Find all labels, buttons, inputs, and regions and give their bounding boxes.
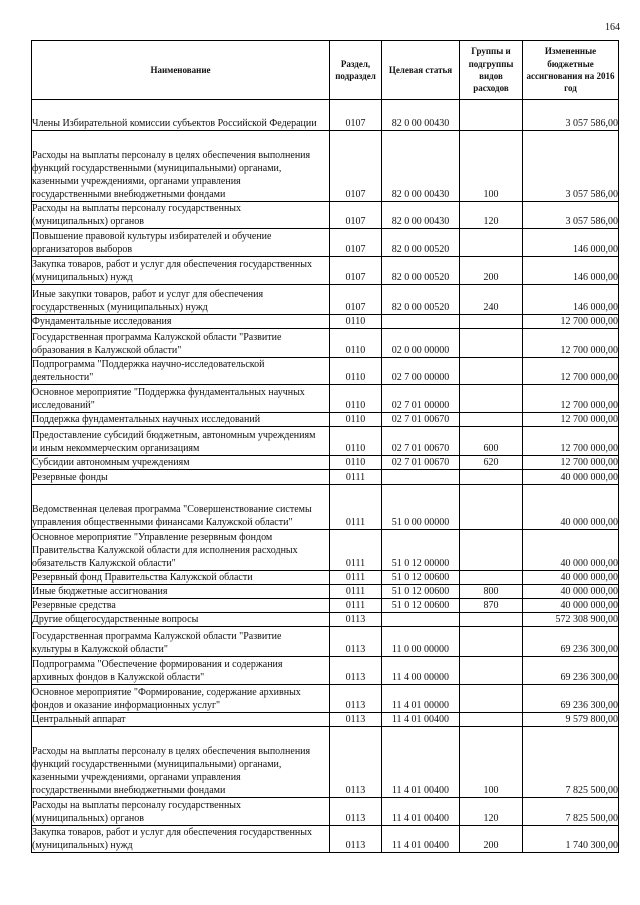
- row-name: Повышение правовой культуры избирателей и обучение организаторов выборов: [32, 229, 330, 257]
- row-amount: 40 000 000,00: [523, 470, 619, 485]
- row-expense-group: [460, 485, 523, 530]
- row-name: Поддержка фундаментальных научных исследований: [32, 413, 330, 427]
- row-section: 0113: [330, 713, 382, 727]
- row-name: Закупка товаров, работ и услуг для обеспечения государственных (муниципальных) нужд: [32, 826, 330, 853]
- row-amount: 1 740 300,00: [523, 826, 619, 853]
- row-name: Основное мероприятие "Формирование, содержание архивных фондов и оказание информационных услуг": [32, 685, 330, 713]
- row-section: 0107: [330, 100, 382, 131]
- row-amount: 12 700 000,00: [523, 385, 619, 413]
- row-amount: 7 825 500,00: [523, 727, 619, 798]
- row-expense-group: [460, 530, 523, 571]
- page-number: 164: [605, 22, 620, 33]
- row-name: Резервные фонды: [32, 470, 330, 485]
- row-amount: 3 057 586,00: [523, 131, 619, 202]
- row-section: 0113: [330, 685, 382, 713]
- row-section: 0111: [330, 571, 382, 585]
- row-target-article: 51 0 00 00000: [382, 485, 460, 530]
- table-row: [32, 229, 619, 257]
- row-amount: 12 700 000,00: [523, 427, 619, 456]
- row-target-article: 02 7 00 00000: [382, 358, 460, 385]
- row-target-article: [382, 470, 460, 485]
- row-target-article: [382, 315, 460, 329]
- table-row: [32, 315, 619, 329]
- table-row: [32, 456, 619, 470]
- row-target-article: 82 0 00 00430: [382, 131, 460, 202]
- table-row: [32, 571, 619, 585]
- row-section: 0111: [330, 470, 382, 485]
- row-name: Субсидии автономным учреждениям: [32, 456, 330, 470]
- row-target-article: 02 7 01 00670: [382, 456, 460, 470]
- row-target-article: 11 4 01 00400: [382, 798, 460, 826]
- row-target-article: 82 0 00 00520: [382, 285, 460, 315]
- row-amount: 40 000 000,00: [523, 571, 619, 585]
- row-expense-group: [460, 329, 523, 358]
- row-target-article: [382, 613, 460, 627]
- row-name: Предоставление субсидий бюджетным, автономным учреждениям и иным некоммерческим организациям: [32, 427, 330, 456]
- table-row: [32, 385, 619, 413]
- table-row: [32, 358, 619, 385]
- row-name: Фундаментальные исследования: [32, 315, 330, 329]
- table-row: [32, 413, 619, 427]
- row-expense-group: [460, 713, 523, 727]
- row-name: Ведомственная целевая программа "Совершенствование системы управления общественными финансами Калужской области": [32, 485, 330, 530]
- table-row: [32, 627, 619, 657]
- row-expense-group: 100: [460, 131, 523, 202]
- row-expense-group: [460, 100, 523, 131]
- row-amount: 12 700 000,00: [523, 358, 619, 385]
- row-expense-group: [460, 413, 523, 427]
- row-section: 0110: [330, 456, 382, 470]
- row-target-article: 82 0 00 00520: [382, 229, 460, 257]
- row-target-article: 82 0 00 00430: [382, 202, 460, 229]
- table-row: [32, 713, 619, 727]
- table-row: [32, 285, 619, 315]
- row-target-article: 82 0 00 00520: [382, 257, 460, 285]
- row-amount: 3 057 586,00: [523, 100, 619, 131]
- row-amount: 7 825 500,00: [523, 798, 619, 826]
- row-target-article: 11 4 01 00000: [382, 685, 460, 713]
- row-name: Основное мероприятие "Управление резервным фондом Правительства Калужской области для исполнения расходных обязательств Калужской области": [32, 530, 330, 571]
- row-section: 0107: [330, 285, 382, 315]
- table-row: [32, 100, 619, 131]
- row-expense-group: 240: [460, 285, 523, 315]
- row-expense-group: [460, 657, 523, 685]
- table-row: [32, 727, 619, 798]
- row-section: 0110: [330, 358, 382, 385]
- row-section: 0113: [330, 657, 382, 685]
- row-section: 0113: [330, 627, 382, 657]
- row-name: Резервный фонд Правительства Калужской области: [32, 571, 330, 585]
- row-amount: 572 308 900,00: [523, 613, 619, 627]
- row-target-article: 11 4 01 00400: [382, 713, 460, 727]
- header-section: Раздел, подраздел: [330, 41, 382, 100]
- row-name: Расходы на выплаты персоналу в целях обеспечения выполнения функций государственными (муниципальными) органами, казенными учреждениями, органами управления государственными внебюджетными фондами: [32, 131, 330, 202]
- row-expense-group: 620: [460, 456, 523, 470]
- table-row: [32, 427, 619, 456]
- table-header-row: [32, 41, 619, 100]
- row-target-article: 82 0 00 00430: [382, 100, 460, 131]
- table-row: [32, 599, 619, 613]
- row-expense-group: [460, 685, 523, 713]
- row-amount: 9 579 800,00: [523, 713, 619, 727]
- row-section: 0110: [330, 413, 382, 427]
- row-section: 0110: [330, 385, 382, 413]
- table-row: [32, 530, 619, 571]
- table-row: [32, 685, 619, 713]
- row-target-article: 11 4 01 00400: [382, 727, 460, 798]
- row-amount: 40 000 000,00: [523, 530, 619, 571]
- row-section: 0113: [330, 826, 382, 853]
- row-amount: 3 057 586,00: [523, 202, 619, 229]
- row-expense-group: [460, 627, 523, 657]
- row-name: Другие общегосударственные вопросы: [32, 613, 330, 627]
- row-expense-group: 100: [460, 727, 523, 798]
- table-row: [32, 470, 619, 485]
- table-row: [32, 131, 619, 202]
- table-row: [32, 657, 619, 685]
- row-expense-group: [460, 613, 523, 627]
- row-expense-group: [460, 315, 523, 329]
- row-amount: 146 000,00: [523, 257, 619, 285]
- row-section: 0111: [330, 599, 382, 613]
- table-row: [32, 329, 619, 358]
- row-amount: 146 000,00: [523, 229, 619, 257]
- table-row: [32, 485, 619, 530]
- row-name: Иные бюджетные ассигнования: [32, 585, 330, 599]
- row-target-article: 51 0 12 00600: [382, 571, 460, 585]
- row-section: 0111: [330, 530, 382, 571]
- header-target-article: Целевая статья: [382, 41, 460, 100]
- row-name: Иные закупки товаров, работ и услуг для обеспечения государственных (муниципальных) нужд: [32, 285, 330, 315]
- row-target-article: 51 0 12 00000: [382, 530, 460, 571]
- row-amount: 12 700 000,00: [523, 329, 619, 358]
- row-section: 0113: [330, 613, 382, 627]
- row-name: Расходы на выплаты персоналу в целях обеспечения выполнения функций государственными (муниципальными) органами, казенными учреждениями, органами управления государственными внебюджетными фондами: [32, 727, 330, 798]
- row-target-article: 51 0 12 00600: [382, 599, 460, 613]
- row-target-article: 11 4 00 00000: [382, 657, 460, 685]
- row-section: 0111: [330, 485, 382, 530]
- row-target-article: 02 0 00 00000: [382, 329, 460, 358]
- row-name: Подпрограмма "Обеспечение формирования и содержания архивных фондов в Калужской области": [32, 657, 330, 685]
- row-amount: 40 000 000,00: [523, 585, 619, 599]
- row-section: 0113: [330, 727, 382, 798]
- row-expense-group: [460, 358, 523, 385]
- row-section: 0113: [330, 798, 382, 826]
- row-expense-group: 200: [460, 826, 523, 853]
- row-expense-group: 870: [460, 599, 523, 613]
- row-amount: 69 236 300,00: [523, 657, 619, 685]
- row-target-article: 02 7 01 00670: [382, 413, 460, 427]
- row-name: Основное мероприятие "Поддержка фундаментальных научных исследований": [32, 385, 330, 413]
- row-amount: 40 000 000,00: [523, 485, 619, 530]
- row-name: Подпрограмма "Поддержка научно-исследовательской деятельности": [32, 358, 330, 385]
- row-section: 0107: [330, 229, 382, 257]
- header-name: Наименование: [32, 41, 330, 100]
- table-row: [32, 585, 619, 599]
- row-expense-group: 120: [460, 798, 523, 826]
- table-row: [32, 826, 619, 853]
- row-amount: 146 000,00: [523, 285, 619, 315]
- row-target-article: 11 4 01 00400: [382, 826, 460, 853]
- row-expense-group: [460, 229, 523, 257]
- row-expense-group: 120: [460, 202, 523, 229]
- row-expense-group: [460, 470, 523, 485]
- budget-table: [31, 40, 619, 853]
- header-amount: Измененные бюджетные ассигнования на 2016 год: [523, 41, 619, 100]
- row-target-article: 11 0 00 00000: [382, 627, 460, 657]
- row-name: Центральный аппарат: [32, 713, 330, 727]
- row-name: Расходы на выплаты персоналу государственных (муниципальных) органов: [32, 798, 330, 826]
- row-amount: 12 700 000,00: [523, 413, 619, 427]
- row-section: 0107: [330, 257, 382, 285]
- row-section: 0110: [330, 315, 382, 329]
- row-amount: 40 000 000,00: [523, 599, 619, 613]
- row-name: Члены Избирательной комиссии субъектов Российской Федерации: [32, 100, 330, 131]
- row-expense-group: 800: [460, 585, 523, 599]
- table-row: [32, 202, 619, 229]
- row-name: Закупка товаров, работ и услуг для обеспечения государственных (муниципальных) нужд: [32, 257, 330, 285]
- row-expense-group: [460, 571, 523, 585]
- row-section: 0111: [330, 585, 382, 599]
- row-expense-group: [460, 385, 523, 413]
- row-amount: 69 236 300,00: [523, 685, 619, 713]
- row-target-article: 02 7 01 00670: [382, 427, 460, 456]
- row-section: 0110: [330, 329, 382, 358]
- row-section: 0107: [330, 202, 382, 229]
- row-amount: 12 700 000,00: [523, 456, 619, 470]
- row-name: Государственная программа Калужской области "Развитие образования в Калужской области": [32, 329, 330, 358]
- header-expense-group: Группы и подгруппы видов расходов: [460, 41, 523, 100]
- row-name: Государственная программа Калужской области "Развитие культуры в Калужской области": [32, 627, 330, 657]
- row-expense-group: 600: [460, 427, 523, 456]
- row-target-article: 51 0 12 00600: [382, 585, 460, 599]
- row-section: 0107: [330, 131, 382, 202]
- table-row: [32, 257, 619, 285]
- row-section: 0110: [330, 427, 382, 456]
- table-row: [32, 798, 619, 826]
- row-amount: 12 700 000,00: [523, 315, 619, 329]
- table-row: [32, 613, 619, 627]
- row-name: Расходы на выплаты персоналу государственных (муниципальных) органов: [32, 202, 330, 229]
- row-target-article: 02 7 01 00000: [382, 385, 460, 413]
- row-amount: 69 236 300,00: [523, 627, 619, 657]
- row-name: Резервные средства: [32, 599, 330, 613]
- row-expense-group: 200: [460, 257, 523, 285]
